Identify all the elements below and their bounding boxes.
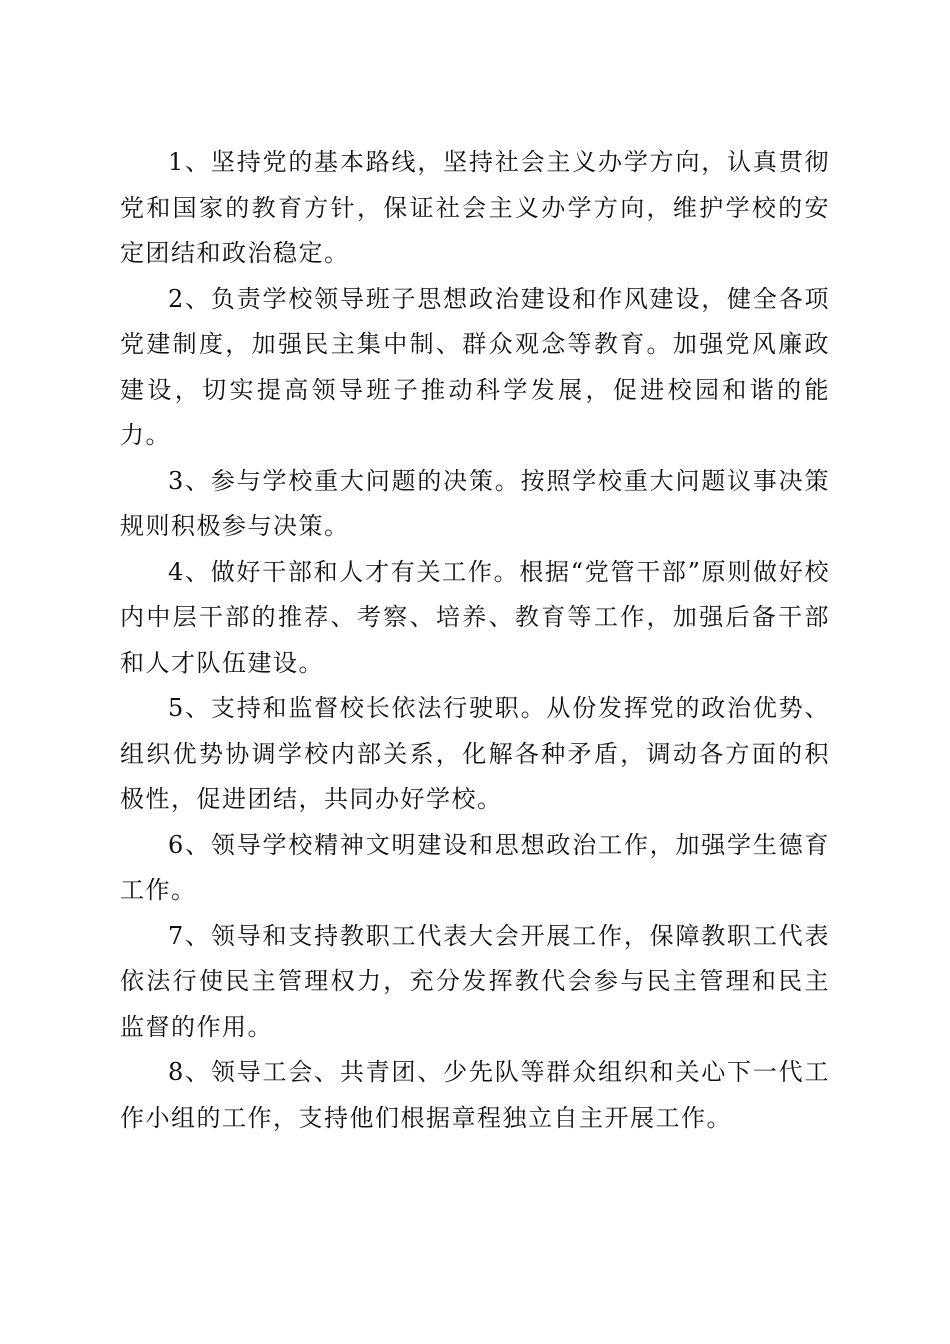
paragraph-1: 1、坚持党的基本路线，坚持社会主义办学方向，认真贯彻党和国家的教育方针，保证社会主义办学方向，维护学校的安定团结和政治稳定。 xyxy=(120,148,830,267)
document-body xyxy=(120,140,830,1141)
paragraph-6: 6、领导学校精神文明建设和思想政治工作，加强学生德育工作。 xyxy=(120,830,830,904)
paragraph-5: 5、支持和监督校长依法行驶职。从份发挥党的政治优势、组织优势协调学校内部关系，化解各种矛盾，调动各方面的积极性，促进团结，共同办好学校。 xyxy=(120,694,830,813)
paragraph-3: 3、参与学校重大问题的决策。按照学校重大问题议事决策规则积极参与决策。 xyxy=(120,466,830,540)
paragraph-7: 7、领导和支持教职工代表大会开展工作，保障教职工代表依法行使民主管理权力，充分发挥教代会参与民主管理和民主监督的作用。 xyxy=(120,921,830,1041)
paragraph-4: 4、做好干部和人才有关工作。根据“党管干部”原则做好校内中层干部的推荐、考察、培养、教育等工作，加强后备干部和人才队伍建设。 xyxy=(120,557,830,677)
paragraph-8: 8、领导工会、共青团、少先队等群众组织和关心下一代工作小组的工作，支持他们根据章程独立自主开展工作。 xyxy=(120,1058,830,1132)
paragraph-2: 2、负责学校领导班子思想政治建设和作风建设，健全各项党建制度，加强民主集中制、群众观念等教育。加强党风廉政建设，切实提高领导班子推动科学发展，促进校园和谐的能力。 xyxy=(120,284,830,449)
